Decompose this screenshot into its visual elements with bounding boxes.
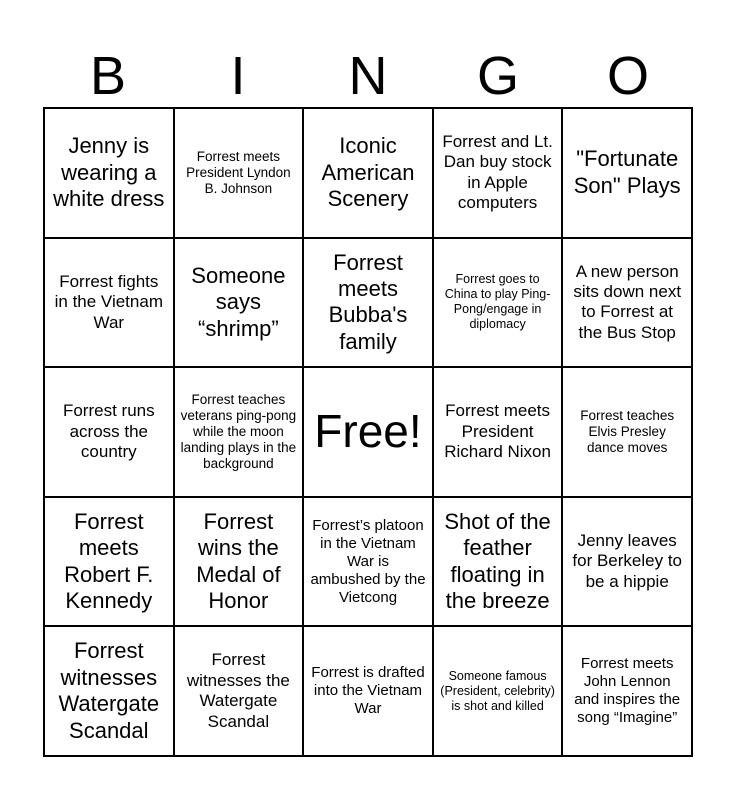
bingo-cell: Forrest meets President Lyndon B. Johnson	[174, 108, 304, 238]
bingo-cell: Forrest and Lt. Dan buy stock in Apple computers	[433, 108, 563, 238]
bingo-cell: Shot of the feather floating in the breeze	[433, 497, 563, 627]
bingo-cell: Iconic American Scenery	[303, 108, 433, 238]
bingo-cell: Someone famous (President, celebrity) is shot and killed	[433, 626, 563, 756]
bingo-cell: Forrest goes to China to play Ping-Pong/engage in diplomacy	[433, 238, 563, 368]
bingo-header	[43, 45, 693, 107]
bingo-cell: Forrest teaches veterans ping-pong while the moon landing plays in the background	[174, 367, 304, 497]
header-letter-b: B	[89, 46, 127, 106]
bingo-cell: Forrest witnesses the Watergate Scandal	[174, 626, 304, 756]
bingo-cell: Someone says “shrimp”	[174, 238, 304, 368]
bingo-cell: Jenny leaves for Berkeley to be a hippie	[562, 497, 692, 627]
bingo-cell: Forrest meets Bubba's family	[303, 238, 433, 368]
free-space: Free!	[303, 367, 433, 497]
header-letter-g: G	[476, 46, 519, 106]
bingo-cell: "Fortunate Son" Plays	[562, 108, 692, 238]
header-letter-o: O	[606, 46, 649, 106]
bingo-cell: Forrest is drafted into the Vietnam War	[303, 626, 433, 756]
bingo-cell: Forrest wins the Medal of Honor	[174, 497, 304, 627]
bingo-cell: Forrest’s platoon in the Vietnam War is ambushed by the Vietcong	[303, 497, 433, 627]
bingo-cell: Forrest fights in the Vietnam War	[44, 238, 174, 368]
header-letter-i: I	[230, 46, 246, 106]
bingo-cell: Forrest meets John Lennon and inspires the song “Imagine”	[562, 626, 692, 756]
bingo-cell: Forrest teaches Elvis Presley dance moves	[562, 367, 692, 497]
bingo-cell: Forrest meets Robert F. Kennedy	[44, 497, 174, 627]
bingo-cell: Forrest runs across the country	[44, 367, 174, 497]
bingo-cell: Forrest witnesses Watergate Scandal	[44, 626, 174, 756]
bingo-cell: Forrest meets President Richard Nixon	[433, 367, 563, 497]
bingo-cell: Jenny is wearing a white dress	[44, 108, 174, 238]
header-letter-n: N	[348, 46, 388, 106]
bingo-cell: A new person sits down next to Forrest at the Bus Stop	[562, 238, 692, 368]
bingo-card	[43, 107, 693, 757]
